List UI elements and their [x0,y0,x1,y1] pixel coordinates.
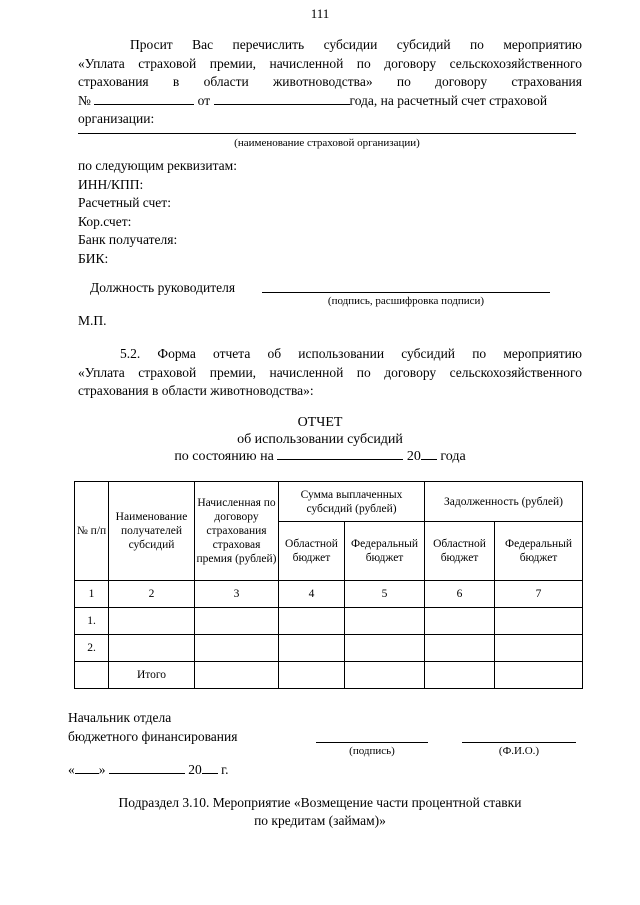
section-5-2-line-1: 5.2. Форма отчета об использовании субсидий по мероприятию [120,346,582,361]
footer-name-line [462,742,576,743]
request-line-3: страхования в области животноводства» по договору страхования [78,74,582,89]
table-cell [279,608,345,635]
year-suffix: г. [221,762,229,777]
requisites-block [78,157,237,268]
field-corr-account: Кор.счет: [78,213,132,229]
request-line-4-end: года, на расчетный счет страховой [349,92,548,108]
table-cell [345,608,425,635]
table-cell [425,608,495,635]
position-line-1: Начальник отдела [68,710,172,725]
table-cell [495,662,583,689]
section-5-2-line-2: «Уплата страховой премии, начисленной по договору сельскохозяйственного [78,364,582,380]
report-heading [0,414,640,465]
year-blank [202,762,218,774]
field-bik: БИК: [78,250,109,266]
column-number: 6 [425,581,495,608]
column-number: 1 [75,581,109,608]
footer-signature-caption: (подпись) [349,745,395,757]
header-num: № п/п [75,482,109,581]
total-label: Итого [109,662,195,689]
contract-number-blank [94,93,194,105]
month-blank [109,762,185,774]
organization-name-line [78,133,576,134]
report-subtitle: об использовании субсидий [237,432,403,447]
header-debt: Задолженность (рублей) [425,482,583,522]
table-cell [425,662,495,689]
close-quote: » [98,762,106,777]
table-cell [195,608,279,635]
column-number: 5 [345,581,425,608]
table-cell [279,635,345,662]
report-table [74,481,583,689]
table-cell [345,635,425,662]
year-prefix: 20 [188,762,202,777]
stamp-place: М.П. [78,313,107,328]
report-state-line [0,448,640,465]
subsection-line-1: Подраздел 3.10. Мероприятие «Возмещение части процентной ставки [118,795,522,810]
table-cell [345,662,425,689]
table-cell [425,635,495,662]
header-paid-regional: Областной бюджет [279,522,345,581]
state-suffix: года [440,449,466,464]
date-line [68,762,229,778]
request-line-2: «Уплата страховой премии, начисленной по договору сельскохозяйственного [78,55,582,71]
footer-name-caption: (Ф.И.О.) [498,745,540,757]
state-year: 20 [406,449,421,464]
column-number: 2 [109,581,195,608]
subsection-line-2: по кредитам (займам)» [254,813,386,828]
header-recipients: Наименование получателей субсидий [109,482,195,581]
column-number: 4 [279,581,345,608]
section-5-2-line-3: страхования в области животноводства»: [78,383,314,398]
request-line-5: организации: [78,111,155,126]
table-cell [109,635,195,662]
column-number: 3 [195,581,279,608]
subsection-title [0,794,640,830]
request-line-1: Просит Вас перечислить субсидии субсидий по мероприятию [130,37,582,52]
table-cell [495,635,583,662]
header-premium: Начисленная по договору страхования страховая премия (рублей) [195,482,279,581]
field-bank: Банк получателя: [78,232,178,247]
head-signature-caption: (подпись, расшифровка подписи) [327,295,485,307]
total-row [75,662,583,689]
report-title: ОТЧЕТ [297,415,343,430]
table-cell [279,662,345,689]
organization-caption: (наименование страховой организации) [234,137,420,149]
table-row [75,635,583,662]
field-account: Расчетный счет: [78,195,171,210]
header-debt-regional: Областной бюджет [425,522,495,581]
head-position-label: Должность руководителя [90,280,236,295]
requisites-intro: по следующим реквизитам: [78,158,237,173]
column-number-row [75,581,583,608]
open-quote: « [68,762,75,777]
head-signature-line [262,292,550,293]
from-word: от [197,92,211,108]
row-number: 2. [75,635,109,662]
table-cell [75,662,109,689]
number-sign: № [78,92,91,108]
section-5-2 [78,345,582,401]
header-paid: Сумма выплаченных субсидий (рублей) [279,482,425,522]
row-number: 1. [75,608,109,635]
state-year-blank [421,448,437,460]
column-number: 7 [495,581,583,608]
request-paragraph [78,36,582,129]
field-inn-kpp: ИНН/КПП: [78,176,144,192]
position-line-2: бюджетного финансирования [68,729,238,744]
footer-signature-line [316,742,428,743]
table-row [75,608,583,635]
table-cell [195,635,279,662]
table-cell [109,608,195,635]
header-paid-federal: Федеральный бюджет [345,522,425,581]
state-prefix: по состоянию на [174,449,274,464]
table-cell [195,662,279,689]
contract-date-blank [214,93,350,105]
request-line-4 [78,92,582,111]
page-number: 111 [310,6,330,21]
footer-position [68,708,237,746]
state-date-blank [277,448,403,460]
header-debt-federal: Федеральный бюджет [495,522,583,581]
day-blank [75,762,99,774]
table-cell [495,608,583,635]
